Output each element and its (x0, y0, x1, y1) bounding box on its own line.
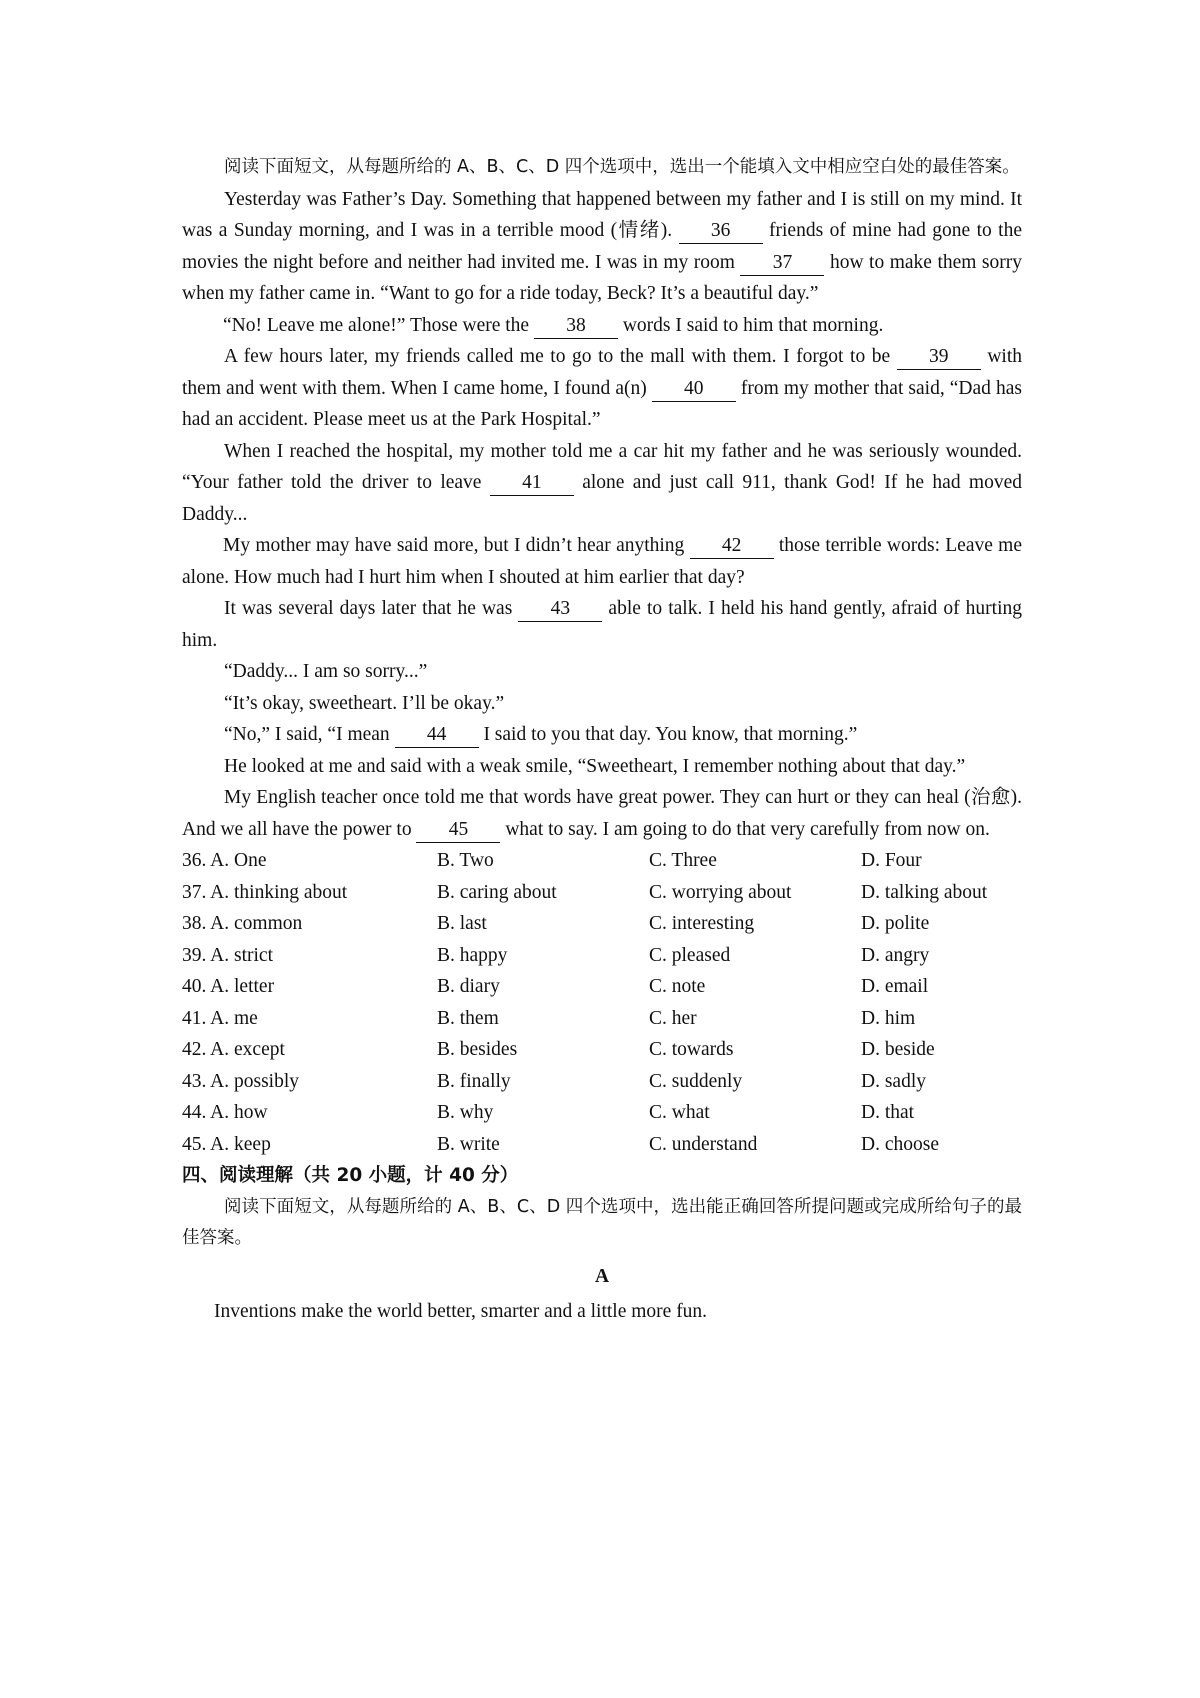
text-span: Yesterday was Father’s Day. Something that happened between my father and I is still on my mind. It was a Sunday morning, and I was in a terrible mood (情绪). (182, 188, 1022, 241)
option-a: 36. A. One (182, 850, 267, 871)
options-row-39 (182, 940, 1022, 972)
option-d: D. Four (861, 850, 922, 871)
option-a: 41. A. me (182, 1007, 258, 1029)
option-b: B. diary (437, 976, 500, 997)
option-b: B. them (437, 1007, 499, 1029)
text-span: those terrible words: Leave me alone. How much had I hurt him when I shouted at him earlier that day? (182, 535, 1022, 588)
passage-paragraph-10: He looked at me and said with a weak smile, “Sweetheart, I remember nothing about that day.” (224, 755, 966, 777)
passage-paragraph-2 (182, 310, 1022, 342)
text-span: friends of mine had gone to the movies the night before and neither had invited me. I was in my room (182, 220, 1022, 273)
options-row-40 (182, 971, 1022, 1003)
cloze-instructions: 阅读下面短文，从每题所给的 A、B、C、D 四个选项中，选出一个能填入文中相应空白处的最佳答案。 (224, 157, 1020, 177)
option-c: C. pleased (649, 944, 731, 966)
passage-paragraph-4 (182, 436, 1022, 531)
option-a: 43. A. possibly (182, 1070, 300, 1092)
text-span: how to make them sorry when my father came in. “Want to go for a ride today, Beck? It’s a beautiful day.” (182, 251, 1023, 304)
text-span: with them and went with them. When I came home, I found a(n) (182, 346, 1023, 399)
passage-paragraph-11 (182, 782, 1022, 845)
option-c: C. note (649, 976, 706, 997)
options-row-38 (182, 908, 1022, 940)
passage-paragraph-3 (182, 341, 1022, 436)
options-row-43 (182, 1066, 1022, 1098)
blank-37: 37 (740, 251, 824, 276)
text-span: I said to you that day. You know, that morning.” (478, 724, 858, 745)
blank-43: 43 (518, 597, 602, 622)
text-span: “No! Leave me alone!” Those were the (223, 314, 534, 336)
option-b: B. besides (437, 1039, 518, 1060)
option-d: D. polite (861, 913, 930, 934)
option-b: B. why (437, 1102, 494, 1123)
text-span: My English teacher once told me that words have great power. They can hurt or they can heal (治愈). And we all have the power to (182, 787, 1022, 840)
option-a: 45. A. keep (182, 1133, 271, 1155)
options-row-36 (182, 845, 1022, 877)
text-span: able to talk. I held his hand gently, afraid of hurting him. (182, 598, 1022, 651)
option-d: D. choose (861, 1133, 939, 1155)
blank-44: 44 (395, 723, 479, 748)
option-a: 39. A. strict (182, 944, 273, 966)
options-row-45 (182, 1129, 1022, 1161)
blank-42: 42 (690, 534, 774, 559)
section-heading: 四、阅读理解（共 20 小题，计 40 分） (182, 1165, 519, 1186)
option-c: C. Three (649, 850, 717, 871)
option-c: C. suddenly (649, 1070, 743, 1092)
option-a: 37. A. thinking about (182, 881, 348, 903)
text-span: When I reached the hospital, my mother told me a car hit my father and he was seriously wounded. “Your father told the driver to leave (182, 440, 1022, 493)
passage-paragraph-8: “It’s okay, sweetheart. I’ll be okay.” (224, 692, 505, 714)
blank-38: 38 (534, 314, 618, 339)
passage-label: A (594, 1265, 610, 1287)
blank-45: 45 (416, 818, 500, 843)
option-d: D. him (861, 1007, 916, 1029)
passage-paragraph-9 (182, 719, 1022, 751)
options-row-42 (182, 1034, 1022, 1066)
option-b: B. write (437, 1133, 500, 1155)
passage-paragraph-5 (182, 530, 1022, 593)
options-table (182, 845, 1022, 1160)
text-span: A few hours later, my friends called me to go to the mall with them. I forgot to be (224, 346, 897, 367)
reading-instructions: 阅读下面短文，从每题所给的 A、B、C、D 四个选项中，选出能正确回答所提问题或完成所给句子的最佳答案。 (182, 1196, 1022, 1248)
options-row-37 (182, 877, 1022, 909)
option-d: D. sadly (861, 1070, 926, 1092)
option-c: C. towards (649, 1039, 734, 1060)
option-d: D. angry (861, 944, 930, 966)
passage-a-first-line: Inventions make the world better, smarter and a little more fun. (214, 1301, 708, 1322)
option-d: D. talking about (861, 881, 988, 903)
blank-41: 41 (490, 471, 574, 496)
blank-40: 40 (652, 377, 736, 402)
option-a: 40. A. letter (182, 976, 275, 997)
option-b: B. finally (437, 1070, 511, 1092)
option-a: 44. A. how (182, 1102, 268, 1123)
text-span: words I said to him that morning. (617, 314, 884, 336)
blank-39: 39 (897, 345, 981, 370)
exam-page (182, 152, 1022, 1328)
text-span: “No,” I said, “I mean (224, 724, 395, 745)
option-b: B. caring about (437, 881, 557, 903)
option-a: 38. A. common (182, 913, 303, 934)
option-d: D. email (861, 976, 929, 997)
passage-paragraph-7: “Daddy... I am so sorry...” (224, 661, 428, 682)
text-span: It was several days later that he was (224, 598, 519, 619)
passage-paragraph-6 (182, 593, 1022, 656)
option-d: D. beside (861, 1039, 935, 1060)
option-a: 42. A. except (182, 1039, 285, 1060)
text-span: from my mother that said, “Dad has had an accident. Please meet us at the Park Hospital.” (182, 377, 1022, 430)
text-span: My mother may have said more, but I didn’t hear anything (223, 535, 690, 556)
passage-paragraph-1 (182, 184, 1022, 310)
blank-36: 36 (679, 219, 763, 244)
option-c: C. what (649, 1102, 710, 1123)
option-b: B. Two (437, 850, 494, 871)
text-span: what to say. I am going to do that very carefully from now on. (500, 818, 990, 840)
option-c: C. interesting (649, 913, 755, 934)
option-c: C. understand (649, 1133, 758, 1155)
options-row-41 (182, 1003, 1022, 1035)
options-row-44 (182, 1097, 1022, 1129)
option-d: D. that (861, 1102, 915, 1123)
option-b: B. last (437, 913, 487, 934)
option-c: C. worrying about (649, 881, 792, 903)
option-b: B. happy (437, 944, 508, 966)
option-c: C. her (649, 1007, 697, 1029)
text-span: alone and just call 911, thank God! If he had moved Daddy... (182, 472, 1023, 525)
